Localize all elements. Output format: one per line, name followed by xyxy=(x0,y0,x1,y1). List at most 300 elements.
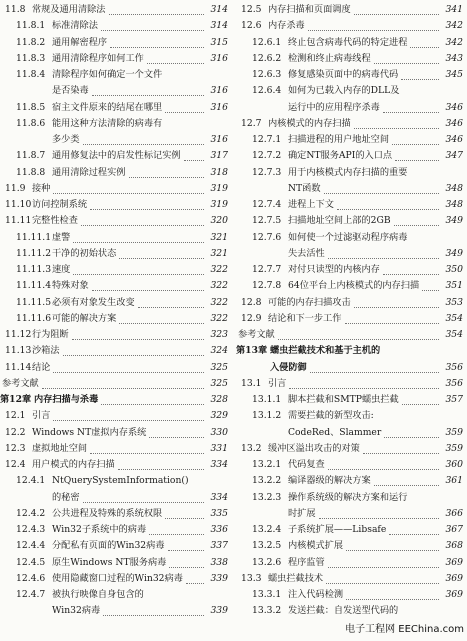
toc-leader-dots xyxy=(345,310,439,324)
toc-leader-dots xyxy=(392,131,439,145)
toc-entry-title: 内核模式扩展 xyxy=(288,540,344,552)
toc-entry-number: 13.2.3 xyxy=(252,491,282,503)
toc-leader-dots xyxy=(337,196,439,210)
toc-leader-dots xyxy=(328,245,439,259)
toc-entry-page: 330 xyxy=(208,424,228,441)
toc-entry-title: 是否染毒 xyxy=(52,85,89,97)
toc-leader-dots xyxy=(383,261,439,275)
toc-entry-number: 12.8 xyxy=(241,296,262,308)
toc-entry xyxy=(0,326,230,343)
toc-entry-page: 346 xyxy=(443,115,463,132)
toc-leader-dots xyxy=(363,440,439,454)
toc-entry-number: 11.11.2 xyxy=(16,247,52,259)
toc-entry xyxy=(236,131,465,148)
toc-entry-page: 343 xyxy=(443,50,463,67)
toc-entry xyxy=(0,99,230,116)
toc-entry-page: 321 xyxy=(208,245,228,262)
toc-entry-title: NtQuerySystemInformation() xyxy=(52,475,189,487)
toc-entry xyxy=(236,294,465,311)
toc-entry xyxy=(0,489,230,506)
toc-entry-page: 348 xyxy=(443,180,463,197)
toc-leader-dots xyxy=(402,391,439,405)
toc-entry xyxy=(236,359,465,376)
toc-leader-dots xyxy=(63,342,204,356)
toc-entry-title: 程序监管 xyxy=(288,556,325,568)
toc-entry-number: 12.7.5 xyxy=(252,215,282,227)
toc-entry-title: 访问控制系统 xyxy=(32,199,88,210)
toc-entry xyxy=(236,277,465,294)
toc-leader-dots xyxy=(389,521,439,535)
toc-entry-number: 13.3.1 xyxy=(252,589,282,600)
toc-entry-page: 338 xyxy=(208,554,228,571)
toc-entry-page: 322 xyxy=(208,261,228,278)
toc-entry-page: 369 xyxy=(443,586,463,603)
toc-leader-dots xyxy=(326,570,439,584)
toc-entry xyxy=(0,602,230,619)
toc-leader-dots xyxy=(354,294,439,308)
toc-entry xyxy=(236,66,465,83)
toc-entry-number: 12.7 xyxy=(241,117,262,129)
toc-entry xyxy=(236,115,465,132)
toc-leader-dots xyxy=(73,261,204,275)
toc-entry xyxy=(236,326,465,343)
toc-entry xyxy=(236,50,465,67)
toc-entry-page: 348 xyxy=(443,196,463,213)
toc-entry-number: 12.3 xyxy=(5,442,26,454)
toc-leader-dots xyxy=(278,326,439,340)
toc-entry xyxy=(0,245,230,262)
toc-leader-dots xyxy=(328,554,439,568)
toc-entry-number: 11.12 xyxy=(5,329,32,340)
toc-entry-number: 11.11.6 xyxy=(16,312,52,324)
toc-entry-title: 通用解密程序 xyxy=(52,36,108,48)
toc-entry-title: 多少类 xyxy=(52,134,80,145)
toc-entry xyxy=(236,391,465,408)
toc-leader-dots xyxy=(90,196,204,210)
toc-entry xyxy=(236,554,465,571)
toc-entry-page: 314 xyxy=(208,17,228,34)
toc-entry-title: 被执行映像自身包含的 xyxy=(52,589,144,600)
toc-leader-dots xyxy=(383,99,439,113)
toc-entry-page: 354 xyxy=(443,310,463,327)
toc-entry-page: 314 xyxy=(208,1,228,18)
toc-entry-number: 12.4.2 xyxy=(16,507,46,519)
toc-leader-dots xyxy=(53,180,204,194)
toc-entry xyxy=(0,164,230,181)
toc-entry xyxy=(0,505,230,522)
toc-entry-title: 常规及通用清除法 xyxy=(32,4,106,15)
toc-leader-dots xyxy=(101,391,204,405)
toc-leader-dots xyxy=(119,310,204,324)
toc-entry xyxy=(0,212,230,229)
toc-column-right xyxy=(236,1,465,617)
toc-entry-title: 脚本拦截和SMTP蠕虫拦截 xyxy=(288,394,399,405)
toc-leader-dots xyxy=(72,326,204,340)
toc-entry xyxy=(236,407,465,424)
toc-leader-dots xyxy=(310,359,439,373)
toc-entry-page: 345 xyxy=(443,66,463,83)
toc-entry xyxy=(0,82,230,99)
toc-entry-page: 350 xyxy=(443,261,463,278)
toc-leader-dots xyxy=(374,50,439,64)
toc-entry-number: 11.11.4 xyxy=(16,280,52,292)
toc-entry xyxy=(236,570,465,587)
toc-entry-number: 13.2.6 xyxy=(252,556,282,568)
toc-entry-number: 11.8.6 xyxy=(16,117,46,129)
toc-entry-number: 11.9 xyxy=(5,182,26,194)
toc-leader-dots xyxy=(394,212,439,226)
toc-entry-page: 356 xyxy=(443,375,463,392)
toc-entry xyxy=(236,147,465,164)
toc-entry-title: 行为阻断 xyxy=(32,329,69,340)
toc-entry xyxy=(0,391,230,408)
toc-entry-page: 322 xyxy=(208,294,228,311)
toc-entry-title: 用于内核模式内存扫描的重要 xyxy=(288,166,408,178)
toc-leader-dots xyxy=(346,586,439,600)
toc-leader-dots xyxy=(346,537,439,551)
toc-entry-page: 325 xyxy=(208,375,228,392)
toc-entry-number: 12.4.4 xyxy=(16,540,46,552)
toc-leader-dots xyxy=(410,34,439,48)
toc-entry xyxy=(0,147,230,164)
toc-entry-number: 12.7.1 xyxy=(252,134,282,145)
toc-entry-number: 12.4.5 xyxy=(16,556,46,568)
toc-entry xyxy=(0,456,230,473)
toc-leader-dots xyxy=(422,277,439,291)
toc-entry-page: 334 xyxy=(208,489,228,506)
toc-entry-title: 如何为已载入内存的DLL及 xyxy=(288,85,400,97)
toc-entry-title: 分配私有页面的Win32病毒 xyxy=(52,540,165,552)
toc-entry-number: 12.4 xyxy=(5,459,26,470)
toc-entry xyxy=(236,261,465,278)
toc-entry-title: 蠕虫拦截技术和基于主机的 xyxy=(270,345,381,357)
toc-entry xyxy=(236,489,465,506)
toc-entry xyxy=(236,586,465,603)
toc-entry-page: 356 xyxy=(443,359,463,376)
toc-entry-title: 入侵防御 xyxy=(270,361,307,373)
toc-entry-page: 328 xyxy=(208,391,228,408)
toc-entry xyxy=(0,342,230,359)
toc-entry-page: 366 xyxy=(443,505,463,522)
toc-entry-title: 如何使一个过滤驱动程序病毒 xyxy=(288,231,408,243)
toc-entry-title: 时扩展 xyxy=(288,507,316,519)
toc-entry-page: 317 xyxy=(208,147,228,164)
toc-leader-dots xyxy=(149,424,204,438)
toc-entry-page: 321 xyxy=(208,229,228,246)
toc-entry-page: 319 xyxy=(208,196,228,213)
toc-entry-page: 322 xyxy=(208,310,228,327)
toc-entry-number: 12.6.1 xyxy=(252,36,282,48)
toc-entry-number: 12.4.6 xyxy=(16,572,46,584)
toc-entry-title: Win32子系统中的病毒 xyxy=(52,524,147,535)
toc-entry-number: 11.11.1 xyxy=(16,231,52,243)
toc-entry xyxy=(0,554,230,571)
toc-entry-page: 315 xyxy=(208,34,228,51)
toc-entry-title: 完整性检查 xyxy=(32,215,78,227)
toc-entry-title: 注入代码检测 xyxy=(288,589,344,600)
toc-entry-title: 必须有对象发生改变 xyxy=(52,296,135,308)
toc-entry-number: 12.1 xyxy=(5,410,26,422)
toc-entry-title: 子系统扩展——Libsafe xyxy=(288,524,387,535)
toc-entry xyxy=(236,17,465,34)
toc-entry xyxy=(0,196,230,213)
toc-leader-dots xyxy=(90,440,204,454)
toc-entry-title: NT函数 xyxy=(288,182,321,194)
toc-entry-title: 公共进程及特殊的系统权限 xyxy=(52,507,163,519)
toc-entry-page: 331 xyxy=(208,440,228,457)
toc-leader-dots xyxy=(354,115,439,129)
toc-entry-number: 13.3.2 xyxy=(252,605,282,617)
toc-entry-title: 蠕虫拦截技术 xyxy=(268,572,324,584)
toc-entry-page: 347 xyxy=(443,147,463,164)
toc-entry-title: 宿主文件原来的结尾在哪里 xyxy=(52,101,163,113)
toc-leader-dots xyxy=(184,147,204,161)
toc-entry-title: 干净的初始状态 xyxy=(52,247,117,259)
toc-entry-page: 353 xyxy=(443,294,463,311)
toc-entry xyxy=(236,456,465,473)
toc-column-left xyxy=(0,1,230,617)
toc-entry xyxy=(236,310,465,327)
toc-entry-number: 13.2 xyxy=(241,442,262,454)
toc-entry xyxy=(0,131,230,148)
toc-leader-dots xyxy=(83,131,204,145)
toc-entry xyxy=(0,66,230,83)
toc-entry xyxy=(236,245,465,262)
toc-entry-number: 13.2.5 xyxy=(252,540,282,552)
toc-entry-number: 11.8.7 xyxy=(16,150,46,162)
toc-entry-page: 341 xyxy=(443,1,463,18)
toc-leader-dots xyxy=(53,359,204,373)
toc-entry xyxy=(0,180,230,197)
toc-entry-number: 12.4.7 xyxy=(16,589,46,600)
toc-entry-number: 12.7.6 xyxy=(252,231,282,243)
toc-entry-number: 11.11 xyxy=(5,215,32,227)
toc-entry-page: 360 xyxy=(443,456,463,473)
toc-entry-number: 12.6 xyxy=(241,20,262,32)
toc-entry xyxy=(236,472,465,489)
toc-entry xyxy=(0,50,230,67)
toc-entry-page: 316 xyxy=(208,50,228,67)
toc-entry xyxy=(0,115,230,132)
toc-entry-number: 13.1.1 xyxy=(252,394,282,405)
toc-entry-title: 原生Windows NT服务病毒 xyxy=(52,556,167,568)
toc-entry-number: 11.8.2 xyxy=(16,36,46,48)
watermark: 电子工程网 EEChina.com xyxy=(345,624,464,635)
toc-entry-number: 12.7.8 xyxy=(252,280,282,292)
toc-entry-title: 对付只读型的内核内存 xyxy=(288,264,380,275)
toc-entry-number: 11.11.5 xyxy=(16,296,52,308)
toc-entry-title: 内存扫描和页面调度 xyxy=(268,4,351,15)
toc-entry-title: 需要拦截的新型攻击: xyxy=(288,410,374,422)
toc-entry-number: 12.4.1 xyxy=(16,475,46,487)
toc-entry-page: 359 xyxy=(443,440,463,457)
toc-leader-dots xyxy=(73,229,204,243)
toc-leader-dots xyxy=(110,34,204,48)
toc-entry-page: 319 xyxy=(208,180,228,197)
toc-entry-page: 361 xyxy=(443,472,463,489)
toc-entry xyxy=(0,472,230,489)
toc-entry-page: 342 xyxy=(443,34,463,51)
toc-entry-title: 发送拦截：自发送型代码的 xyxy=(288,605,399,617)
toc-entry-title: 引言 xyxy=(32,410,51,422)
toc-entry-number: 11.8.4 xyxy=(16,69,46,80)
toc-entry-number: 12.9 xyxy=(241,312,262,324)
toc-entry-number: 11.8.8 xyxy=(16,166,46,178)
toc-entry-title: 参考文献 xyxy=(2,377,39,389)
toc-entry-number: 11.8.1 xyxy=(16,20,46,32)
toc-entry xyxy=(236,164,465,181)
toc-leader-dots xyxy=(186,570,204,584)
toc-entry-title: Windows NT虚拟内存系统 xyxy=(32,426,147,438)
toc-entry-number: 13.2.4 xyxy=(252,524,282,535)
toc-entry-title: CodeRed、Slammer xyxy=(288,426,382,438)
toc-leader-dots xyxy=(354,1,439,15)
toc-entry-number: 12.7.2 xyxy=(252,150,282,162)
toc-entry-page: 349 xyxy=(443,212,463,229)
toc-leader-dots xyxy=(129,164,204,178)
toc-entry-title: 用户模式的内存扫描 xyxy=(32,459,115,470)
toc-entry-page: 329 xyxy=(208,407,228,424)
toc-entry-title: 可能的内存扫描攻击 xyxy=(268,296,351,308)
toc-entry xyxy=(0,261,230,278)
toc-entry xyxy=(236,521,465,538)
toc-entry-title: 操作系统级的解决方案和运行 xyxy=(288,491,408,503)
toc-entry xyxy=(0,1,230,18)
toc-entry-title: 特殊对象 xyxy=(52,280,89,292)
toc-entry-number: 11.13 xyxy=(5,345,32,357)
toc-entry-page: 334 xyxy=(208,456,228,473)
toc-entry-title: 结论 xyxy=(32,361,51,373)
toc-entry-title: 速度 xyxy=(52,264,71,275)
toc-entry-page: 335 xyxy=(208,505,228,522)
toc-entry-title: 64位平台上内核模式的内存扫描 xyxy=(288,280,420,292)
toc-entry-title: 清除程序如何确定一个文件 xyxy=(52,69,163,80)
toc-entry-title: 通用清除过程实例 xyxy=(52,166,126,178)
toc-entry-title: 能用这种方法清除的病毒有 xyxy=(52,117,163,129)
toc-entry xyxy=(0,407,230,424)
toc-entry-page: 320 xyxy=(208,212,228,229)
toc-entry-title: Win32病毒 xyxy=(52,605,101,617)
toc-entry-page: 336 xyxy=(208,521,228,538)
toc-entry-number: 12.7.7 xyxy=(252,264,282,275)
toc-entry-title: 内存杀毒 xyxy=(268,20,305,32)
toc-entry-title: 失去活性 xyxy=(288,247,325,259)
toc-entry-page: 357 xyxy=(443,391,463,408)
toc-leader-dots xyxy=(308,17,439,31)
toc-entry xyxy=(236,180,465,197)
toc-entry-title: 虚拟地址空间 xyxy=(32,442,88,454)
toc-entry xyxy=(236,505,465,522)
toc-entry xyxy=(0,570,230,587)
toc-leader-dots xyxy=(319,505,439,519)
toc-entry-title: 的秘密 xyxy=(52,491,80,503)
toc-entry-page: 316 xyxy=(208,99,228,116)
toc-entry-number: 11.14 xyxy=(5,361,32,373)
toc-leader-dots xyxy=(118,456,204,470)
toc-entry-title: 编译器级的解决方案 xyxy=(288,475,371,487)
toc-leader-dots xyxy=(42,375,204,389)
toc-leader-dots xyxy=(147,50,204,64)
toc-entry-number: 13.2.2 xyxy=(252,475,282,487)
toc-entry-number: 13.3 xyxy=(241,572,262,584)
toc-entry-number: 11.8.3 xyxy=(16,52,46,64)
toc-entry-page: 316 xyxy=(208,131,228,148)
toc-entry xyxy=(236,212,465,229)
toc-leader-dots xyxy=(324,180,439,194)
toc-leader-dots xyxy=(83,489,204,503)
toc-leader-dots xyxy=(374,472,439,486)
toc-leader-dots xyxy=(119,245,204,259)
toc-leader-dots xyxy=(169,554,204,568)
toc-entry-number: 11.8.5 xyxy=(16,101,46,113)
toc-entry-page: 324 xyxy=(208,342,228,359)
toc-entry-page: 339 xyxy=(208,602,228,619)
toc-entry xyxy=(236,342,465,359)
toc-entry-page: 369 xyxy=(443,570,463,587)
toc-leader-dots xyxy=(395,147,439,161)
toc-entry xyxy=(0,375,230,392)
toc-leader-dots xyxy=(138,294,204,308)
toc-entry-title: 终止包含病毒代码的特定进程 xyxy=(288,36,408,48)
toc-leader-dots xyxy=(101,17,204,31)
toc-entry xyxy=(0,440,230,457)
toc-entry xyxy=(0,310,230,327)
toc-entry-page: 367 xyxy=(443,521,463,538)
toc-leader-dots xyxy=(149,521,204,535)
toc-entry-page: 349 xyxy=(443,245,463,262)
toc-entry-number: 12.6.4 xyxy=(252,85,282,97)
toc-entry-page: 369 xyxy=(443,554,463,571)
toc-entry-number: 13.1 xyxy=(241,377,262,389)
toc-entry-page: 368 xyxy=(443,537,463,554)
toc-entry xyxy=(0,537,230,554)
toc-entry-title: 接种 xyxy=(32,182,51,194)
toc-entry xyxy=(236,537,465,554)
toc-leader-dots xyxy=(92,82,204,96)
toc-entry-number: 12.6.3 xyxy=(252,69,282,80)
toc-entry-title: 运行中的应用程序杀毒 xyxy=(288,101,380,113)
toc-entry-title: 缓冲区溢出攻击的对策 xyxy=(268,442,360,454)
toc-leader-dots xyxy=(165,505,204,519)
toc-entry-page: 346 xyxy=(443,99,463,116)
toc-entry xyxy=(0,359,230,376)
toc-entry-number: 12.5 xyxy=(241,4,262,15)
toc-entry-title: 结论和下一步工作 xyxy=(268,312,342,324)
toc-entry-page: 323 xyxy=(208,326,228,343)
toc-entry xyxy=(236,99,465,116)
toc-entry-title: 通用修复法中的启发性标记实例 xyxy=(52,150,181,162)
toc-entry-number: 13.2.1 xyxy=(252,459,282,470)
toc-entry xyxy=(236,229,465,246)
toc-entry xyxy=(0,229,230,246)
toc-entry-number: 第12章 xyxy=(0,394,32,405)
toc-entry xyxy=(236,82,465,99)
toc-entry-page: 339 xyxy=(208,570,228,587)
toc-entry-number: 11.10 xyxy=(5,199,32,210)
toc-entry-title: 参考文献 xyxy=(238,329,275,340)
toc-leader-dots xyxy=(103,602,204,616)
toc-leader-dots xyxy=(289,375,439,389)
toc-leader-dots xyxy=(384,424,439,438)
toc-entry-title: 使用隐藏窗口过程的Win32病毒 xyxy=(52,572,183,584)
toc-entry-page: 342 xyxy=(443,17,463,34)
toc-entry-page: 351 xyxy=(443,277,463,294)
toc-entry-title: 标准清除法 xyxy=(52,20,98,32)
toc-entry-title: 修复感染页面中的病毒代码 xyxy=(288,69,399,80)
toc-entry-title: 扫描地址空间上部的2GB xyxy=(288,215,391,227)
toc-entry-page: 354 xyxy=(443,326,463,343)
toc-entry-title: 沙箱法 xyxy=(32,345,60,357)
